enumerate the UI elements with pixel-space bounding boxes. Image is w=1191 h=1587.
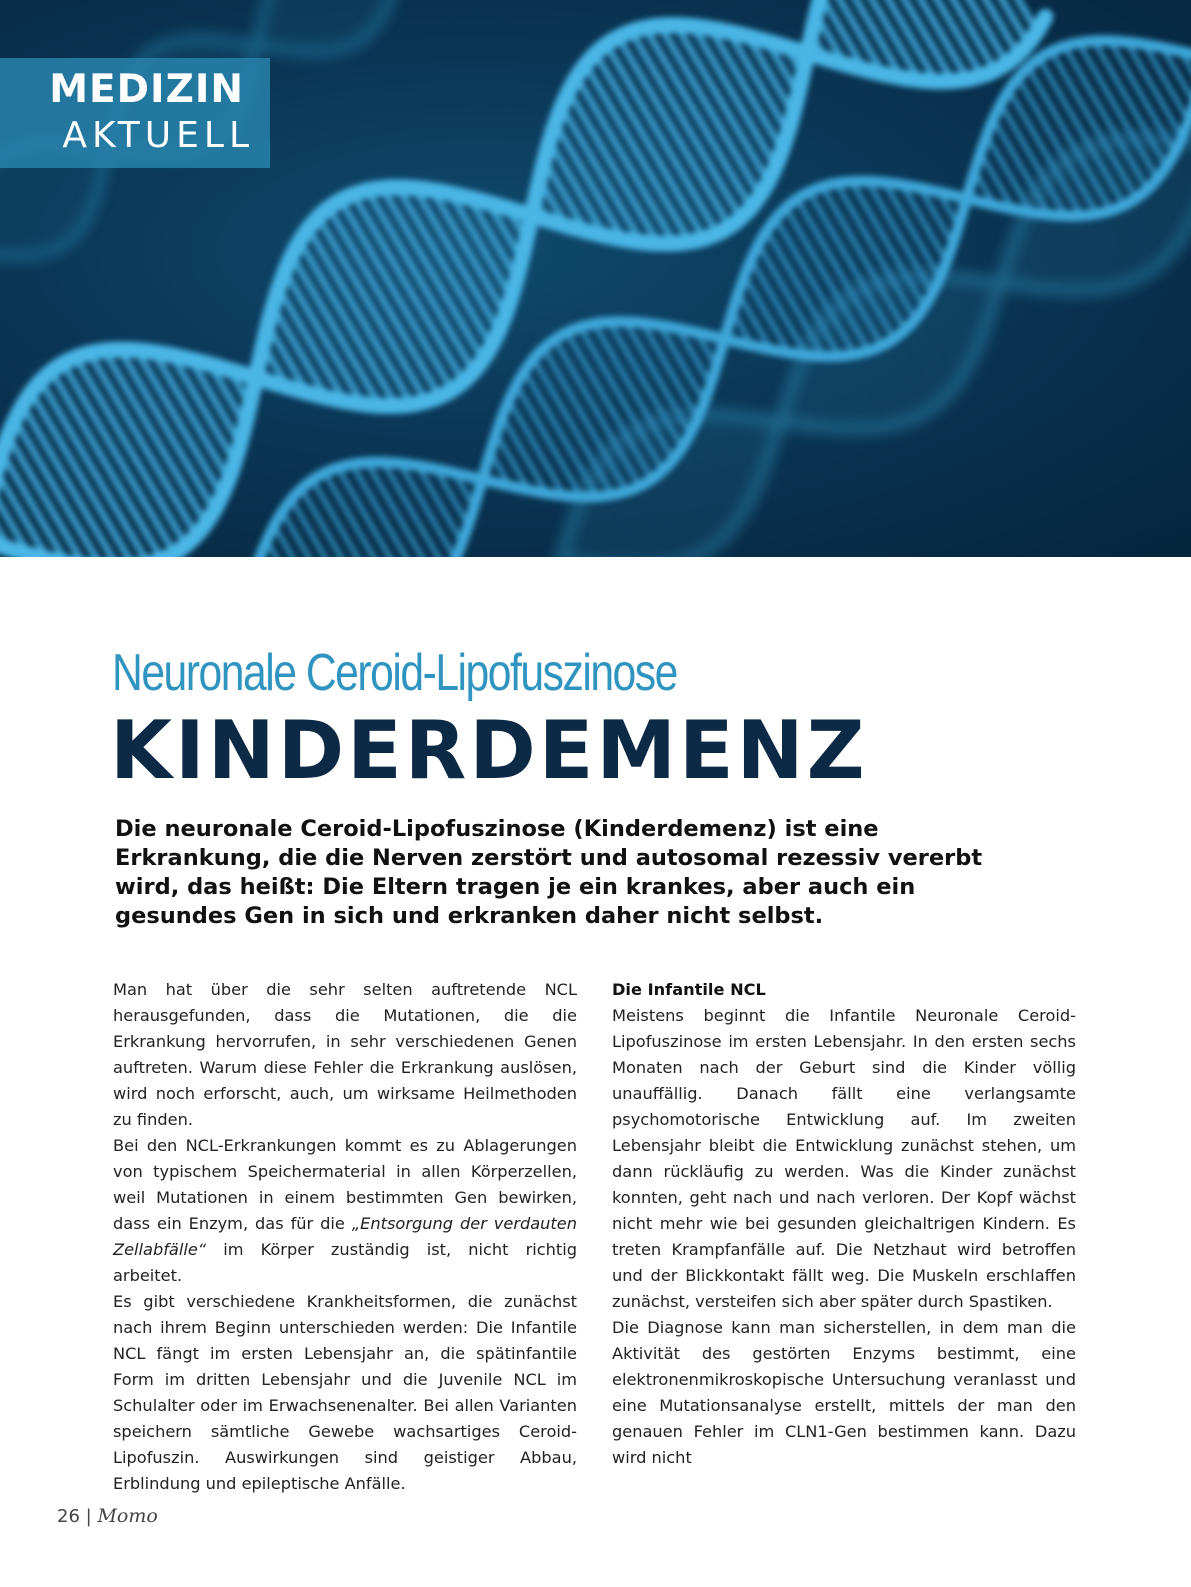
section-heading: Die Infantile NCL — [612, 980, 766, 999]
section-tag — [0, 58, 270, 168]
magazine-brand: Momo — [97, 1505, 158, 1527]
section-label-medizin: MEDIZIN — [49, 67, 244, 112]
paragraph: Bei den NCL-Erkrankungen kommt es zu Ablagerungen von typischem Speichermaterial in allen Körperzellen, weil Mutationen in einem bestimmten Gen bewirken, dass ein Enzym, das für die „Entsorgung der verdauten Zellabfälle“ im Körper zuständig ist, nicht richtig arbeitet. — [113, 1136, 577, 1285]
text-column-right — [612, 977, 1076, 1471]
paragraph: Man hat über die sehr selten auftretende NCL herausgefunden, dass die Mutationen, die die Erkrankung hervorrufen, in sehr verschiedenen Genen auftreten. Warum diese Fehler die Erkrankung auslösen, wird noch erforscht, auch, um wirksame Heilmethoden zu finden. — [113, 980, 577, 1129]
article-lead: Die neuronale Ceroid-Lipofuszinose (Kinderdemenz) ist eine Erkrankung, die die Nerven zerstört und autosomal rezessiv vererbt wird, das heißt: Die Eltern tragen je ein krankes, aber auch ein gesundes Gen in sich und erkranken daher nicht selbst. — [115, 816, 983, 929]
section-label-aktuell: AKTUELL — [62, 115, 254, 156]
paragraph: Die Diagnose kann man sicherstellen, in dem man die Aktivität des gestörten Enzyms bestimmt, eine elektronenmikroskopische Untersuchung veranlasst und eine Mutationsanalyse erstellt, mittels der man den genauen Fehler im CLN1-Gen bestimmen kann. Dazu wird nicht — [612, 1318, 1076, 1467]
page-footer — [57, 1505, 158, 1527]
article-title: KINDERDEMENZ — [110, 704, 868, 797]
paragraph: Meistens beginnt die Infantile Neuronale Ceroid-Lipofuszinose im ersten Lebensjahr. In den ersten sechs Monaten nach der Geburt sind die Kinder völlig unauffällig. Danach fällt eine verlangsamte psychomotorische Entwicklung auf. Im zweiten Lebensjahr bleibt die Entwicklung zunächst stehen, um dann rückläufig zu werden. Was die Kinder zunächst konnten, geht nach und nach verloren. Der Kopf wächst nicht mehr wie bei gesunden gleichaltrigen Kindern. Es treten Krampfanfälle auf. Die Netzhaut wird betroffen und der Blickkontakt fällt weg. Die Muskeln erschlaffen zunächst, versteifen sich aber später durch Spastiken. — [612, 1006, 1076, 1311]
text-column-left — [113, 977, 577, 1497]
paragraph: Es gibt verschiedene Krankheitsformen, die zunächst nach ihrem Beginn unterschieden werden: Die Infantile NCL fängt im ersten Lebensjahr an, die spätinfantile Form im dritten Lebensjahr und die Juvenile NCL im Schulalter oder im Erwachsenenalter. Bei allen Varianten speichern sämtliche Gewebe wachsartiges Ceroid-Lipofuszin. Auswirkungen sind geistiger Abbau, Erblindung und epileptische Anfälle. — [113, 1292, 577, 1493]
page-number: 26 — [57, 1506, 80, 1527]
article-subtitle: Neuronale Ceroid-Lipofuszinose — [112, 644, 677, 702]
hero-image — [0, 0, 1191, 557]
footer-separator: | — [85, 1506, 92, 1527]
